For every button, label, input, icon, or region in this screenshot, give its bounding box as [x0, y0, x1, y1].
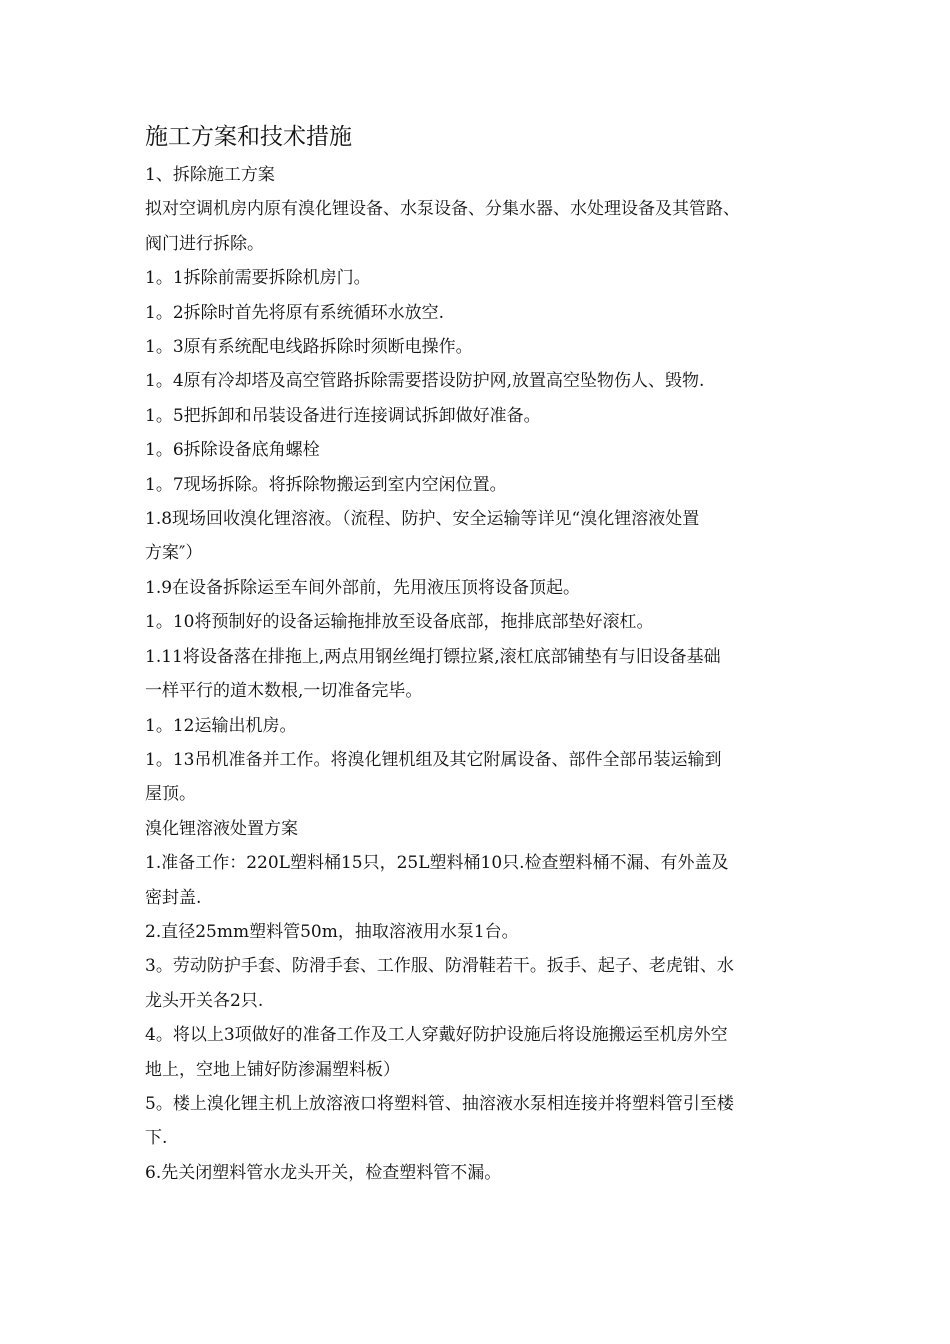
list-item: 6.先关闭塑料管水龙头开关，检查塑料管不漏。: [145, 1162, 502, 1183]
document-title: 施工方案和技术措施: [145, 124, 352, 150]
list-item-continuation: 密封盖.: [145, 887, 202, 908]
list-item: 1。3原有系统配电线路拆除时须断电操作。: [145, 337, 473, 358]
list-item: 1。12运输出机房。: [145, 715, 297, 736]
list-item: 1。1拆除前需要拆除机房门。: [145, 268, 371, 289]
paragraph-line: 阀门进行拆除。: [145, 233, 264, 254]
list-item: 1.8现场回收溴化锂溶液。（流程、防护、安全运输等详见“溴化锂溶液处置: [145, 509, 700, 530]
list-item-continuation: 地上，空地上铺好防渗漏塑料板）: [145, 1059, 400, 1080]
list-item-continuation: 一样平行的道木数根,一切准备完毕。: [145, 681, 423, 702]
list-item-continuation: 方案″）: [145, 543, 203, 564]
list-item: 1。5把拆卸和吊装设备进行连接调试拆卸做好准备。: [145, 405, 541, 426]
list-item-continuation: 下.: [145, 1128, 168, 1149]
list-item: 2.直径25mm塑料管50m，抽取溶液用水泵1台。: [145, 921, 519, 942]
list-item: 1.9在设备拆除运至车间外部前，先用液压顶将设备顶起。: [145, 577, 581, 598]
list-item: 1。7现场拆除。将拆除物搬运到室内空闲位置。: [145, 474, 507, 495]
list-item: 1。2拆除时首先将原有系统循环水放空.: [145, 302, 445, 323]
list-item: 1.准备工作：220L塑料桶15只，25L塑料桶10只.检查塑料桶不漏、有外盖及: [145, 853, 729, 874]
section-heading: 溴化锂溶液处置方案: [145, 818, 298, 839]
list-item: 1.11将设备落在排拖上,两点用钢丝绳打镖拉紧,滚杠底部铺垫有与旧设备基础: [145, 646, 721, 667]
list-item: 1。6拆除设备底角螺栓: [145, 440, 320, 461]
list-item: 1。13吊机准备并工作。将溴化锂机组及其它附属设备、部件全部吊装运输到: [145, 749, 722, 770]
list-item: 1。4原有冷却塔及高空管路拆除需要搭设防护网,放置高空坠物伤人、毁物.: [145, 371, 705, 392]
list-item-continuation: 屋顶。: [145, 784, 196, 805]
list-item-continuation: 龙头开关各2只.: [145, 990, 264, 1011]
document-body: [145, 118, 810, 1190]
section-heading: 1、拆除施工方案: [145, 165, 275, 185]
list-item: 1。10将预制好的设备运输拖排放至设备底部，拖排底部垫好滚杠。: [145, 612, 654, 633]
paragraph-line: 拟对空调机房内原有溴化锂设备、水泵设备、分集水器、水处理设备及其管路、: [145, 199, 740, 220]
list-item: 4。将以上3项做好的准备工作及工人穿戴好防护设施后将设施搬运至机房外空: [145, 1025, 728, 1046]
list-item: 5。楼上溴化锂主机上放溶液口将塑料管、抽溶液水泵相连接并将塑料管引至楼: [145, 1093, 734, 1114]
list-item: 3。劳动防护手套、防滑手套、工作服、防滑鞋若干。扳手、起子、老虎钳、水: [145, 956, 734, 977]
